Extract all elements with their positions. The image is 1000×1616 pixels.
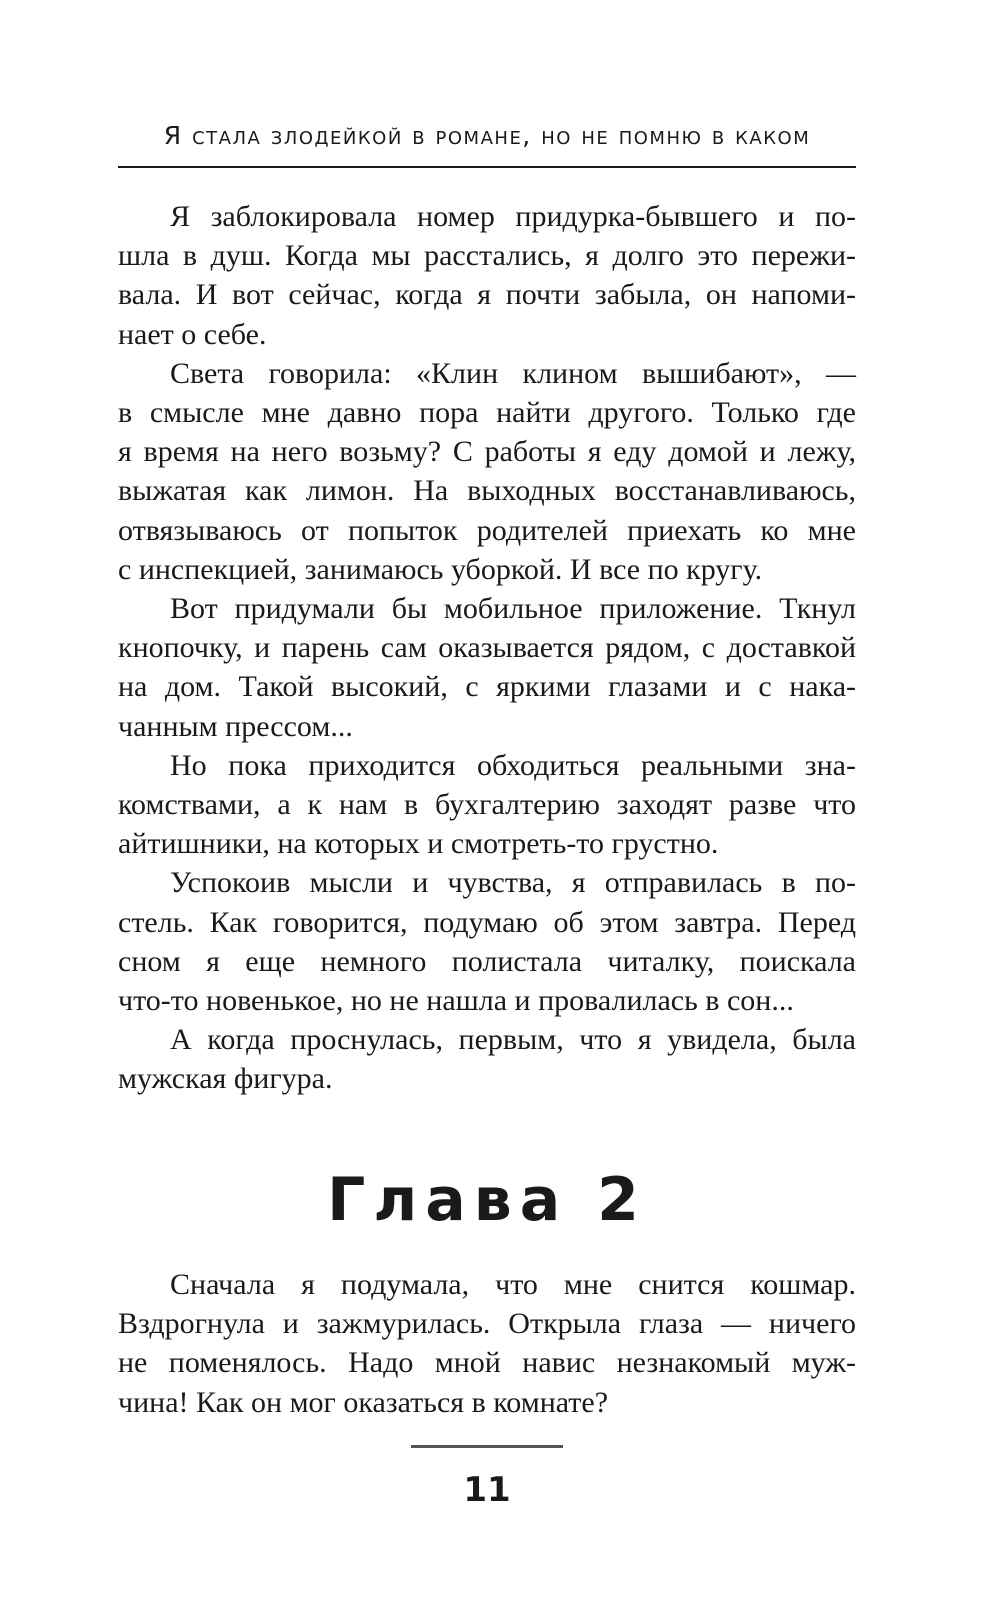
page-number: 11 xyxy=(463,1470,511,1510)
chapter-title: Глава 2 xyxy=(327,1165,647,1235)
running-head-rule xyxy=(118,166,856,168)
text-block-before-chapter xyxy=(118,197,856,1099)
text-line: сном я еще немного полистала читалку, поискала xyxy=(118,944,856,978)
text-line: не поменялось. Надо мной навис незнакомый муж- xyxy=(118,1346,856,1380)
text-line: Успокоив мысли и чувства, я отправилась в по- xyxy=(170,866,856,900)
text-line: Я заблокировала номер придурка-бывшего и по- xyxy=(170,200,856,233)
text-line: что-то новенькое, но не нашла и провалилась в сон... xyxy=(118,984,794,1018)
paragraph xyxy=(118,589,856,746)
text-line: с инспекцией, занимаюсь уборкой. И все по кругу. xyxy=(118,552,763,586)
text-line: чанным прессом... xyxy=(118,709,353,743)
text-line: Сначала я подумала, что мне снится кошмар. xyxy=(170,1268,856,1301)
paragraph xyxy=(118,746,856,864)
page-number-rule xyxy=(411,1445,563,1448)
paragraph xyxy=(118,354,856,589)
paragraph xyxy=(118,197,856,354)
text-line: комствами, а к нам в бухгалтерию заходят разве что xyxy=(118,788,856,822)
text-line: отвязываюсь от попыток родителей приехать ко мне xyxy=(118,513,856,547)
paragraph xyxy=(118,1265,856,1422)
text-line: в смысле мне давно пора найти другого. Только где xyxy=(118,396,856,430)
text-line: кнопочку, и парень сам оказывается рядом, с доставкой xyxy=(118,631,856,665)
running-head: Я стала злодейкой в романе, но не помню в каком xyxy=(163,121,811,150)
paragraph xyxy=(118,863,856,1020)
paragraph xyxy=(118,1020,856,1098)
text-line: Вот придумали бы мобильное приложение. Ткнул xyxy=(170,592,856,626)
text-line: нает о себе. xyxy=(118,317,267,351)
text-line: мужская фигура. xyxy=(118,1062,333,1096)
text-block-chapter-start xyxy=(118,1265,856,1422)
text-line: выжатая как лимон. На выходных восстанавливаюсь, xyxy=(118,474,856,508)
text-line: чина! Как он мог оказаться в комнате? xyxy=(118,1385,609,1419)
text-line: Но пока приходится обходиться реальными зна- xyxy=(170,748,856,782)
text-line: айтишники, на которых и смотреть-то грустно. xyxy=(118,827,719,861)
text-line: А когда проснулась, первым, что я увидела, была xyxy=(170,1023,856,1057)
text-line: шла в душ. Когда мы расстались, я долго это пережи- xyxy=(118,239,856,273)
text-line: Света говорила: «Клин клином вышибают», — xyxy=(170,356,856,390)
text-line: я время на него возьму? С работы я еду домой и лежу, xyxy=(118,435,856,469)
text-line: стель. Как говорится, подумаю об этом завтра. Перед xyxy=(118,905,856,939)
text-line: вала. И вот сейчас, когда я почти забыла, он напоми- xyxy=(118,278,856,312)
text-line: на дом. Такой высокий, с яркими глазами и с нака- xyxy=(118,670,856,704)
text-line: Вздрогнула и зажмурилась. Открыла глаза — ничего xyxy=(118,1307,856,1341)
